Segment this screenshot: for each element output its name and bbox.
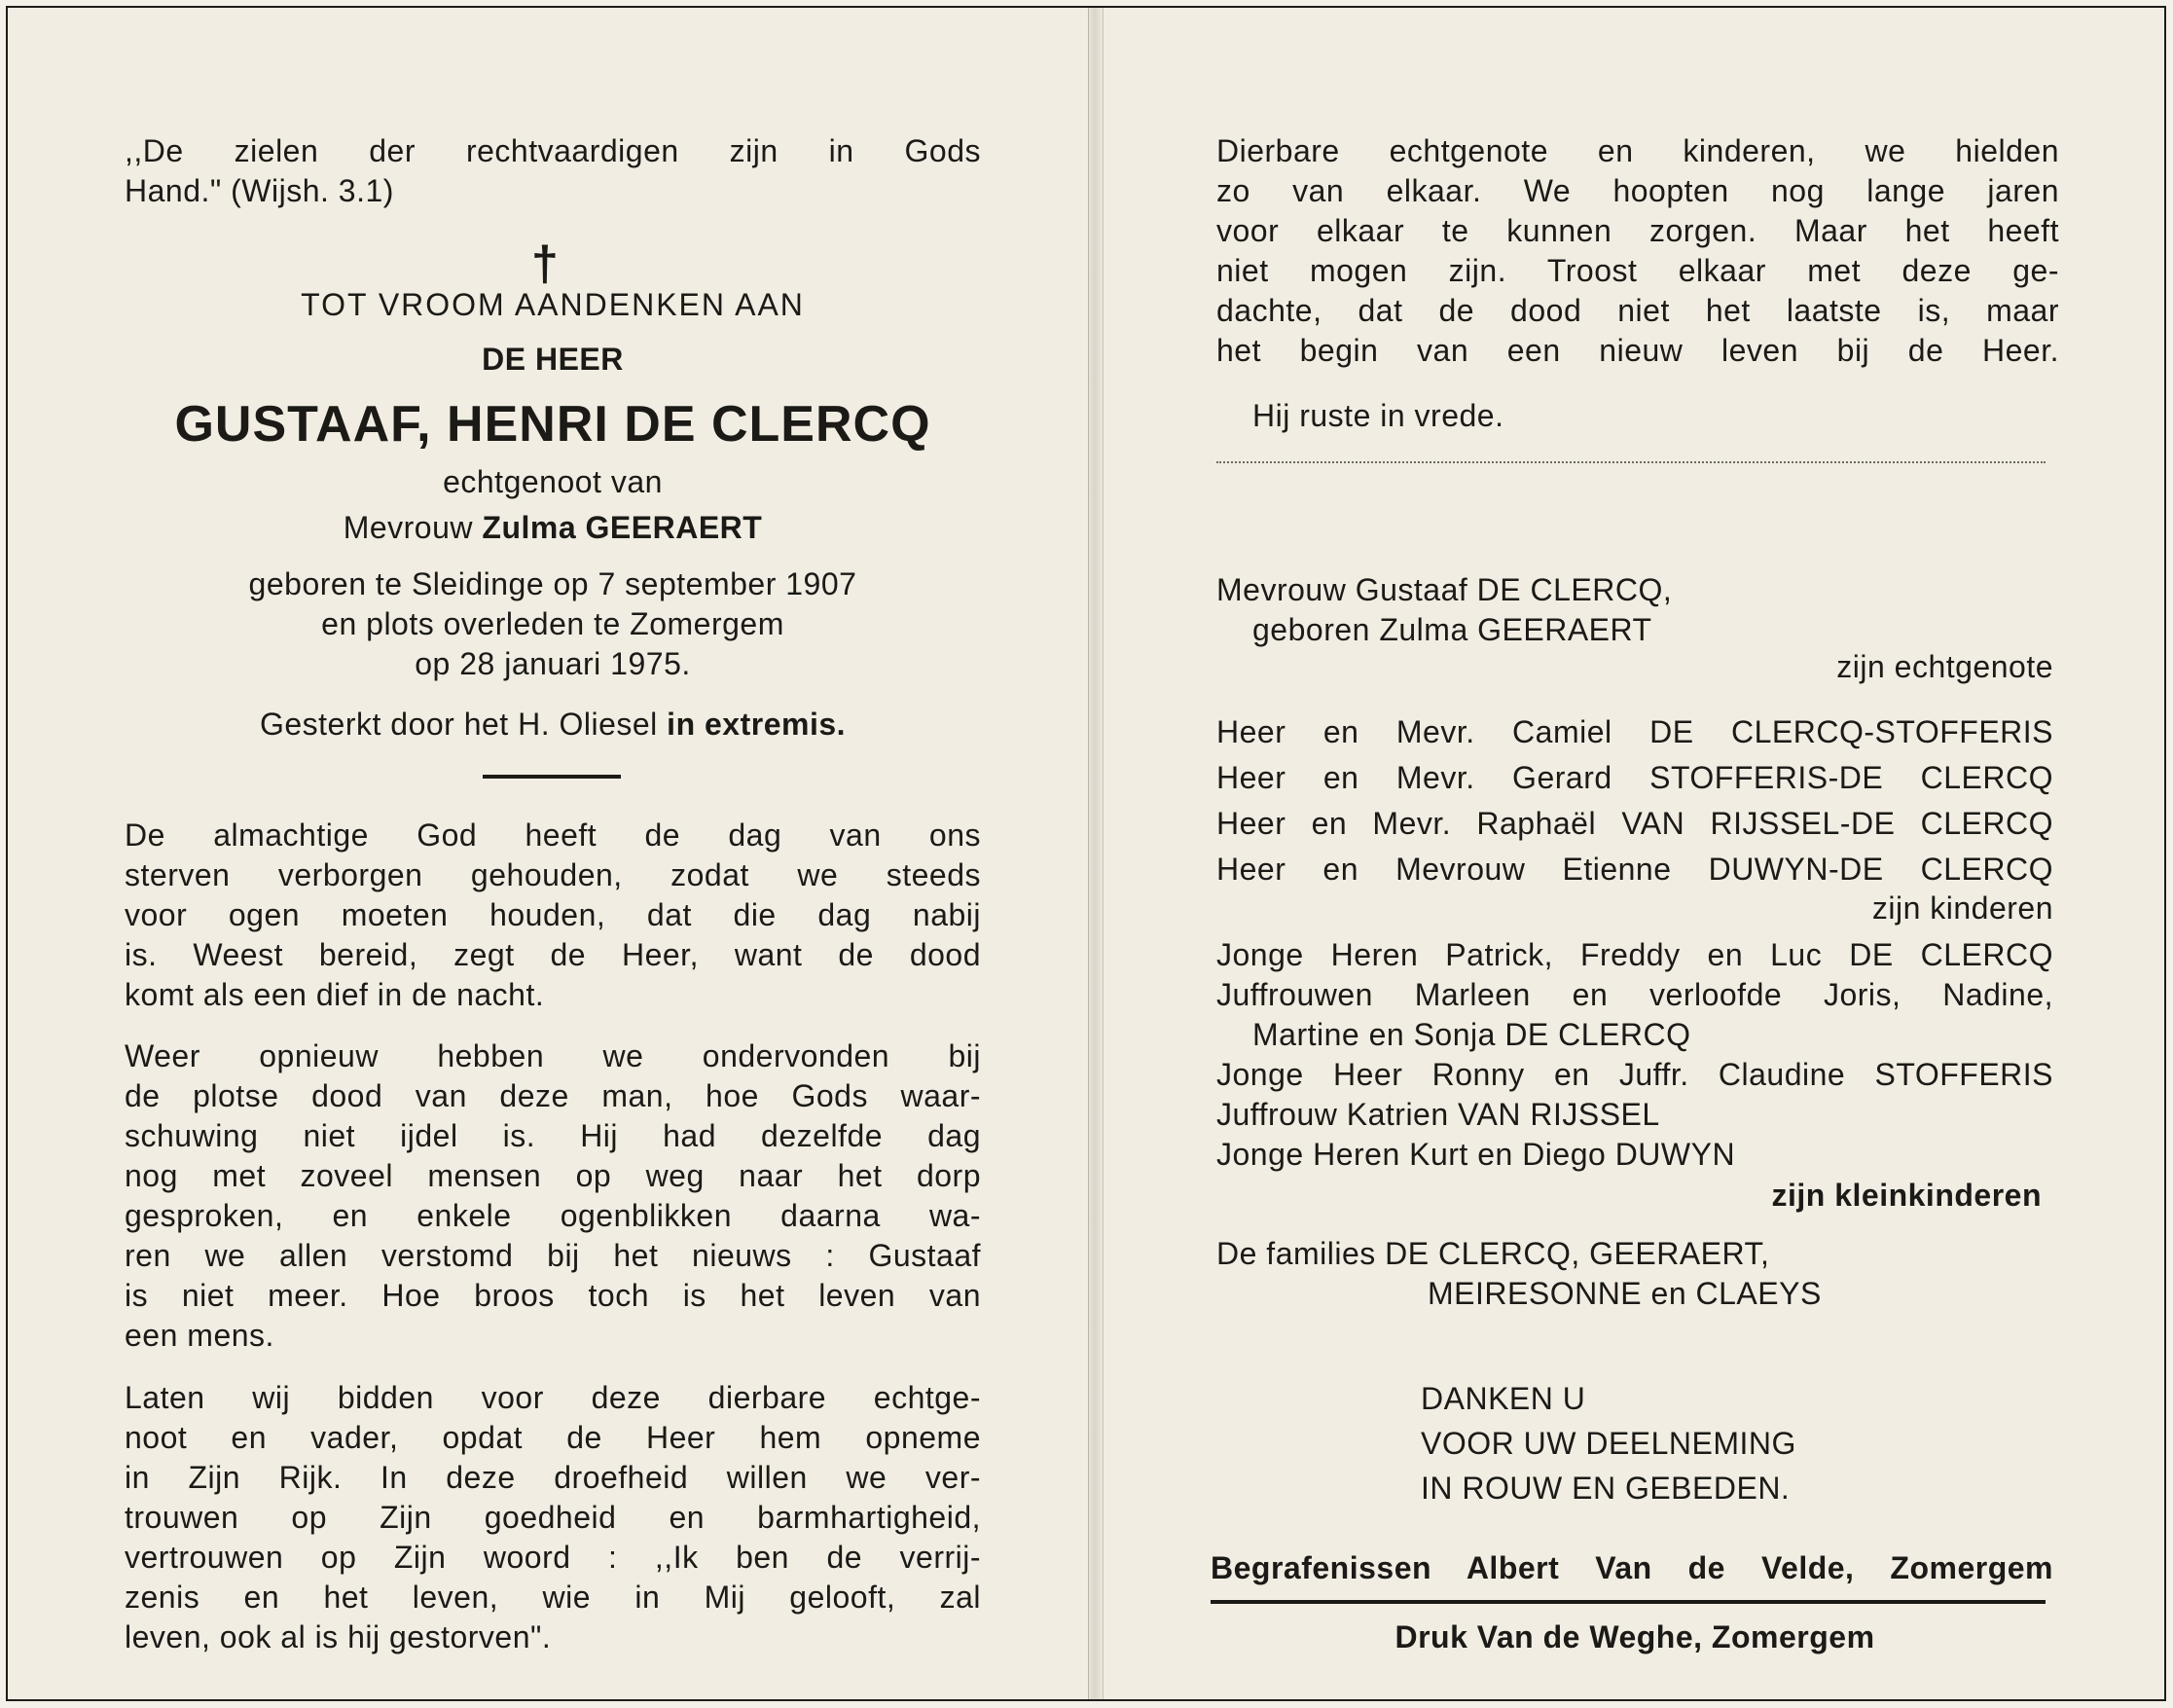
text-line: zo van elkaar. We hoopten nog lange jaren [1216,173,2059,208]
family-line: Jonge Heren Kurt en Diego DUWYN [1216,1137,1736,1172]
undertaker [1211,1548,2053,1588]
widow [1216,570,2053,650]
quote-line: Hand." (Wijsh. 3.1) [125,173,394,208]
family-line: MEIRESONNE en CLAEYS [1428,1276,1822,1311]
text-line: noot en vader, opdat de Heer hem opneme [125,1420,981,1455]
family-line: Juffrouwen Marleen en verloofde Joris, Nadine, [1216,977,2053,1012]
family-line: Heer en Mevr. Camiel DE CLERCQ-STOFFERIS [1216,714,2053,749]
text-line: in Zijn Rijk. In deze droefheid willen we ver- [125,1460,981,1495]
birth-line: geboren te Sleidinge op 7 september 1907 [248,566,857,601]
family-line: Juffrouw Katrien VAN RIJSSEL [1216,1097,1660,1132]
spouse-label [125,462,981,502]
death-date-line: op 28 januari 1975. [415,646,691,681]
text-line: Dierbare echtgenote en kinderen, we hielden [1216,133,2059,168]
text-line: schuwing niet ijdel is. Hij had dezelfde dag [125,1118,981,1153]
spouse-name: Zulma GEERAERT [482,510,763,545]
paragraph-2 [125,1036,981,1356]
thanks-line: VOOR UW DEELNEMING [1421,1426,1796,1461]
family-line: Martine en Sonja DE CLERCQ [1252,1017,1691,1052]
thanks-line: DANKEN U [1421,1381,1586,1416]
text-line: nog met zoveel mensen op weg naar het dorp [125,1158,981,1193]
text-line: Weer opnieuw hebben we ondervonden bij [125,1038,981,1073]
rest-in-peace: Hij ruste in vrede. [1252,398,1504,433]
footer-separator [1211,1600,2046,1604]
dotted-separator [1216,461,2046,464]
grandchildren-list [1216,935,2053,1175]
family-line: Heer en Mevr. Gerard STOFFERIS-DE CLERCQ [1216,760,2053,795]
text-line: komt als een dief in de nacht. [125,977,545,1012]
paragraph-3 [125,1378,981,1657]
text-line: dachte, dat de dood niet het laatste is, maar [1216,293,2059,328]
right-panel [1211,8,2059,1699]
families [1216,1234,2053,1314]
sacrament-suffix: in extremis. [667,707,847,742]
text-line: geboren Zulma GEERAERT [1252,612,1652,647]
bible-quote [125,131,981,211]
thanks-line: IN ROUW EN GEBEDEN. [1421,1471,1791,1506]
card-fold [1088,8,1104,1699]
text-line: trouwen op Zijn goedheid en barmhartigheid, [125,1500,981,1535]
thanks [1421,1376,2053,1510]
family-line: Heer en Mevr. Raphaël VAN RIJSSEL-DE CLERCQ [1216,806,2053,841]
sacrament-prefix: Gesterkt door het H. Oliesel [259,707,658,742]
family-line: De families DE CLERCQ, GEERAERT, [1216,1236,1770,1271]
text-line: voor ogen moeten houden, dat die dag nabij [125,897,981,932]
separator [483,775,621,779]
sacrament-line [125,705,981,745]
text-line: voor elkaar te kunnen zorgen. Maar het heeft [1216,213,2059,248]
heading-memorial: TOT VROOM AANDENKEN AAN [301,287,805,322]
text-line: De almachtige God heeft de dag van ons [125,818,981,853]
text-line: niet mogen zijn. Troost elkaar met deze ge- [1216,253,2059,288]
children-list [1216,709,2053,892]
text-line: de plotse dood van deze man, hoe Gods waar- [125,1078,981,1113]
heading-title: DE HEER [482,342,624,377]
left-panel [125,8,981,1699]
spouse [125,508,981,548]
text-line: leven, ook al is hij gestorven". [125,1619,552,1654]
quote-line: ,,De zielen der rechtvaardigen zijn in Gods [125,133,981,168]
text-line: sterven verborgen gehouden, zodat we steeds [125,857,981,892]
text-line: is niet meer. Hoe broos toch is het leven van [125,1278,981,1313]
text-line: Mevrouw Gustaaf DE CLERCQ, [1216,572,1673,607]
death-line: en plots overleden te Zomergem [321,606,784,641]
spouse-label-text: echtgenoot van [443,464,663,499]
children-role: zijn kinderen [1871,890,2053,926]
undertaker-text: Begrafenissen Albert Van de Velde, Zomergem [1211,1550,2053,1585]
family-line: Jonge Heren Patrick, Freddy en Luc DE CLERCQ [1216,937,2053,972]
widow-role: zijn echtgenote [1836,649,2053,684]
text-line: is. Weest bereid, zegt de Heer, want de dood [125,937,981,972]
message-paragraph [1216,131,2059,371]
grandchildren-role: zijn kleinkinderen [1771,1178,2042,1213]
text-line: zenis en het leven, wie in Mij gelooft, zal [125,1580,981,1615]
text-line: ren we allen verstomd bij het nieuws : Gustaaf [125,1238,981,1273]
text-line: vertrouwen op Zijn woord : ,,Ik ben de verrij- [125,1540,981,1575]
printer: Druk Van de Weghe, Zomergem [1394,1619,1875,1654]
text-line: een mens. [125,1318,274,1353]
memorial-card [6,6,2166,1701]
text-line: Laten wij bidden voor deze dierbare echtge- [125,1380,981,1415]
text-line: gesproken, en enkele ogenblikken daarna wa- [125,1198,981,1233]
birth-death-info [125,564,981,684]
deceased-name: GUSTAAF, HENRI DE CLERCQ [174,396,931,453]
paragraph-1 [125,816,981,1015]
cross-icon: † [531,236,559,291]
text-line: het begin van een nieuw leven bij de Heer. [1216,333,2059,368]
spouse-title: Mevrouw [343,510,473,545]
family-line: Heer en Mevrouw Etienne DUWYN-DE CLERCQ [1216,852,2053,887]
family-line: Jonge Heer Ronny en Juffr. Claudine STOFFERIS [1216,1057,2053,1092]
